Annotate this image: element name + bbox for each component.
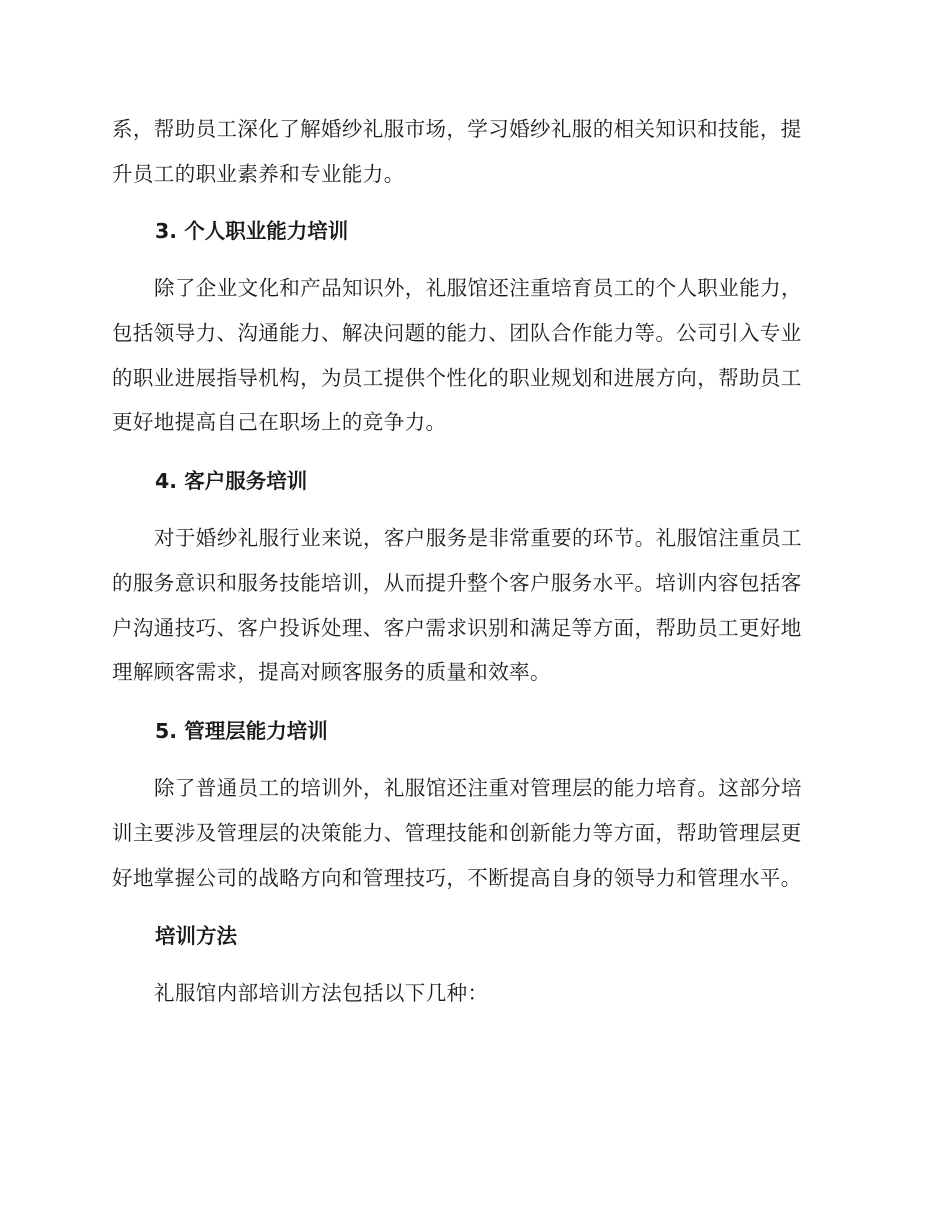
text-line: 升员工的职业素养和专业能力。 bbox=[112, 161, 405, 186]
text-line: 系，帮助员工深化了解婚纱礼服市场，学习婚纱礼服的相关知识和技能，提 bbox=[112, 117, 802, 141]
text-line: 包括领导力、沟通能力、解决问题的能力、团队合作能力等。公司引入专业 bbox=[112, 320, 802, 345]
text-line: 好地掌握公司的战略方向和管理技巧，不断提高自身的领导力和管理水平。 bbox=[112, 865, 802, 890]
section-heading-4: 4. 客户服务培训 bbox=[155, 469, 308, 493]
paragraph-section-3 bbox=[112, 266, 832, 445]
paragraph-methods bbox=[112, 971, 832, 1016]
text-line: 更好地提高自己在职场上的竞争力。 bbox=[112, 410, 447, 435]
text-line: 除了普通员工的培训外，礼服馆还注重对管理层的能力培育。这部分培 bbox=[154, 776, 802, 800]
paragraph-section-5 bbox=[112, 766, 832, 900]
text-line: 理解顾客需求，提高对顾客服务的质量和效率。 bbox=[112, 660, 551, 685]
text-line: 户沟通技巧、客户投诉处理、客户需求识别和满足等方面，帮助员工更好地 bbox=[112, 615, 802, 640]
text-line: 的职业进展指导机构，为员工提供个性化的职业规划和进展方向，帮助员工 bbox=[112, 365, 802, 390]
section-heading-5: 5. 管理层能力培训 bbox=[155, 719, 328, 743]
text-line: 对于婚纱礼服行业来说，客户服务是非常重要的环节。礼服馆注重员工 bbox=[154, 526, 802, 550]
text-line: 的服务意识和服务技能培训，从而提升整个客户服务水平。培训内容包括客 bbox=[112, 570, 802, 595]
section-heading-methods: 培训方法 bbox=[155, 924, 237, 948]
text-line: 除了企业文化和产品知识外，礼服馆还注重培育员工的个人职业能力， bbox=[154, 276, 802, 300]
paragraph-section-4 bbox=[112, 516, 832, 695]
paragraph-intro bbox=[112, 107, 832, 197]
text-line: 礼服馆内部培训方法包括以下几种： bbox=[154, 981, 489, 1005]
text-line: 训主要涉及管理层的决策能力、管理技能和创新能力等方面，帮助管理层更 bbox=[112, 820, 802, 845]
section-heading-3: 3. 个人职业能力培训 bbox=[155, 219, 349, 243]
